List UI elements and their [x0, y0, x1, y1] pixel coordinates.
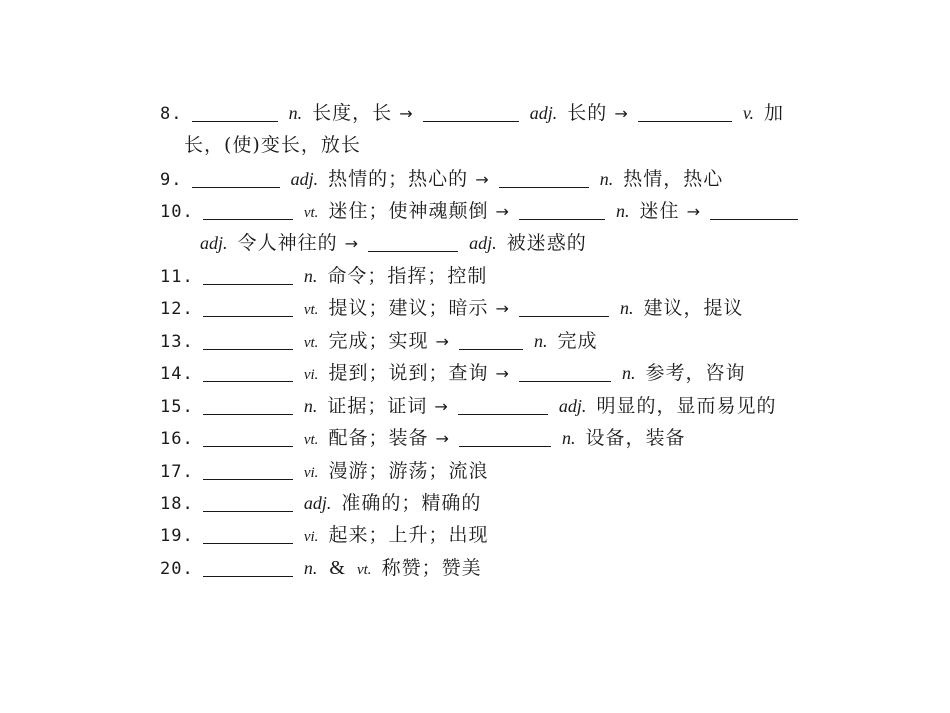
answer-blank[interactable]	[458, 394, 548, 415]
part-of-speech: adj.	[529, 103, 558, 123]
answer-blank[interactable]	[192, 167, 280, 188]
definition: 建议，提议	[643, 297, 744, 319]
answer-blank[interactable]	[203, 459, 293, 480]
definition: 提到；说到；查询	[328, 362, 489, 384]
item-number: 18.	[160, 494, 194, 514]
definition: 准确的；精确的	[341, 492, 482, 514]
item-14	[160, 360, 746, 386]
definition: 提议；建议；暗示	[328, 297, 489, 319]
definition: 明显的，显而易见的	[596, 395, 777, 417]
definition: 起来；上升；出现	[328, 524, 489, 546]
answer-blank[interactable]	[710, 199, 798, 220]
item-10	[160, 198, 801, 224]
part-of-speech: adj.	[558, 396, 587, 416]
definition: 设备，装备	[585, 427, 686, 449]
answer-blank[interactable]	[203, 394, 293, 415]
item-number: 17.	[160, 462, 194, 482]
part-of-speech: adj.	[200, 233, 228, 253]
definition: 完成	[557, 330, 598, 352]
item-8-continued	[184, 132, 361, 158]
part-of-speech: vt.	[303, 432, 319, 448]
part-of-speech: vt.	[303, 205, 319, 221]
part-of-speech: n.	[620, 298, 634, 318]
definition: 长，(使)变长，放长	[184, 134, 361, 156]
arrow-icon: →	[344, 234, 359, 253]
answer-blank[interactable]	[519, 199, 605, 220]
definition: 加	[764, 102, 785, 124]
part-of-speech: adj.	[303, 493, 332, 513]
answer-blank[interactable]	[459, 329, 523, 350]
item-number: 19.	[160, 526, 194, 546]
part-of-speech: vt.	[303, 335, 319, 351]
part-of-speech: vt.	[356, 562, 372, 578]
part-of-speech: n.	[599, 169, 614, 189]
part-of-speech: n.	[303, 266, 318, 286]
item-13	[160, 328, 598, 354]
item-number: 13.	[160, 332, 194, 352]
item-17	[160, 458, 488, 484]
definition: 热情，热心	[623, 168, 724, 190]
arrow-icon: →	[399, 104, 413, 123]
part-of-speech: vi.	[303, 367, 319, 383]
definition: 参考，咨询	[645, 362, 746, 384]
answer-blank[interactable]	[638, 101, 732, 122]
definition: 配备；装备	[328, 427, 429, 449]
answer-blank[interactable]	[203, 329, 293, 350]
definition: 完成；实现	[328, 330, 429, 352]
definition: 迷住	[639, 200, 680, 222]
definition: 称赞；赞美	[381, 557, 482, 579]
item-number: 8.	[160, 104, 183, 124]
item-9	[160, 166, 723, 192]
definition: 热情的；热心的	[328, 168, 469, 190]
definition: 证据；证词	[327, 395, 428, 417]
ampersand: &	[329, 557, 345, 579]
definition: 迷住；使神魂颠倒	[328, 200, 489, 222]
part-of-speech: vi.	[303, 529, 319, 545]
part-of-speech: vi.	[303, 465, 319, 481]
definition: 令人神往的	[237, 232, 338, 254]
part-of-speech: v.	[742, 103, 754, 123]
part-of-speech: vt.	[303, 302, 319, 318]
definition: 命令；指挥；控制	[327, 265, 488, 287]
answer-blank[interactable]	[203, 491, 293, 512]
item-number: 16.	[160, 429, 194, 449]
arrow-icon: →	[495, 364, 509, 383]
part-of-speech: n.	[622, 363, 636, 383]
answer-blank[interactable]	[203, 296, 293, 317]
part-of-speech: n.	[616, 201, 630, 221]
answer-blank[interactable]	[368, 231, 458, 252]
definition: 长度，长	[312, 102, 393, 124]
part-of-speech: n.	[303, 396, 318, 416]
answer-blank[interactable]	[423, 101, 519, 122]
definition: 长的	[567, 102, 608, 124]
answer-blank[interactable]	[203, 199, 293, 220]
part-of-speech: n.	[303, 558, 318, 578]
answer-blank[interactable]	[203, 426, 293, 447]
definition: 被迷惑的	[506, 232, 587, 254]
arrow-icon: →	[434, 397, 448, 416]
arrow-icon: →	[495, 299, 509, 318]
item-12	[160, 295, 744, 321]
answer-blank[interactable]	[203, 361, 293, 382]
answer-blank[interactable]	[459, 426, 551, 447]
answer-blank[interactable]	[192, 101, 278, 122]
part-of-speech: adj.	[469, 233, 497, 253]
item-8	[160, 100, 784, 126]
item-number: 12.	[160, 299, 194, 319]
arrow-icon: →	[495, 202, 509, 221]
definition: 漫游；游荡；流浪	[328, 460, 489, 482]
answer-blank[interactable]	[519, 296, 609, 317]
answer-blank[interactable]	[499, 167, 589, 188]
arrow-icon: →	[614, 104, 628, 123]
part-of-speech: n.	[534, 331, 548, 351]
answer-blank[interactable]	[203, 264, 293, 285]
answer-blank[interactable]	[203, 556, 293, 577]
item-number: 9.	[160, 170, 183, 190]
item-15	[160, 393, 777, 419]
item-11	[160, 263, 487, 289]
arrow-icon: →	[686, 202, 701, 221]
item-number: 20.	[160, 559, 194, 579]
item-number: 10.	[160, 202, 194, 222]
item-number: 11.	[160, 267, 194, 287]
part-of-speech: n.	[288, 103, 303, 123]
arrow-icon: →	[435, 332, 449, 351]
item-16	[160, 425, 686, 451]
part-of-speech: adj.	[290, 169, 319, 189]
answer-blank[interactable]	[203, 523, 293, 544]
item-number: 14.	[160, 364, 194, 384]
item-19	[160, 522, 488, 548]
item-number: 15.	[160, 397, 194, 417]
answer-blank[interactable]	[519, 361, 611, 382]
arrow-icon: →	[435, 429, 449, 448]
item-18	[160, 490, 481, 516]
item-20	[160, 555, 482, 581]
item-10-continued	[198, 230, 587, 256]
arrow-icon: →	[475, 170, 489, 189]
part-of-speech: n.	[562, 428, 576, 448]
